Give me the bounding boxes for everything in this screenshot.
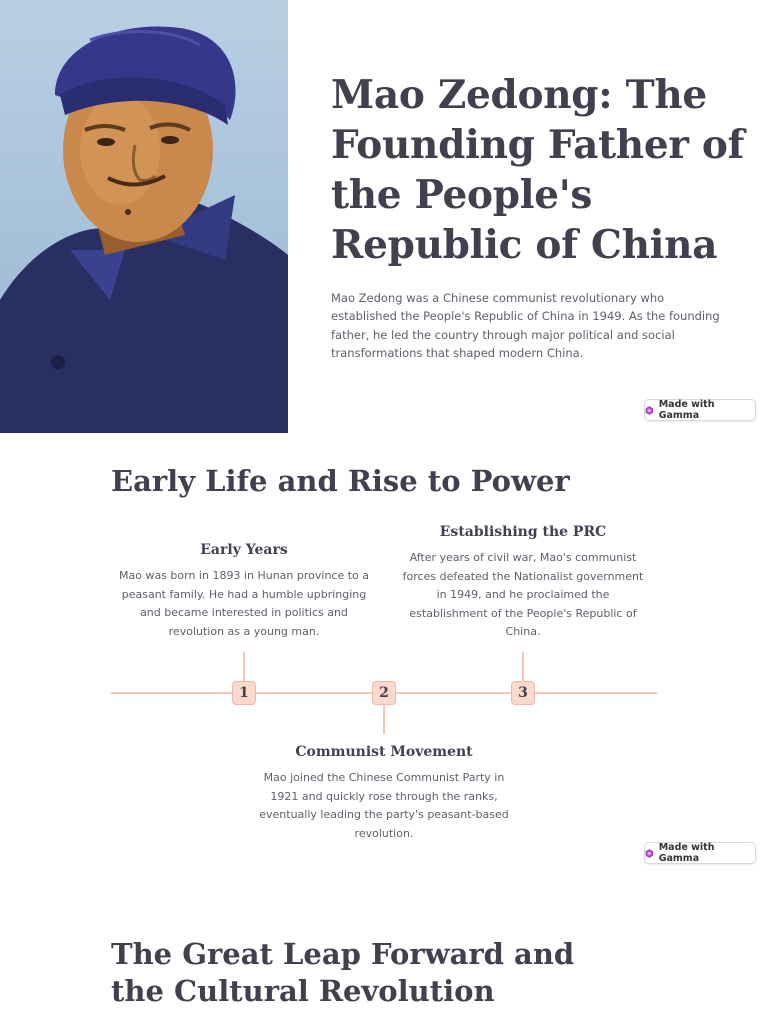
made-with-gamma-badge[interactable] [644,842,756,864]
hero-portrait-image [0,0,288,433]
badge-label: Made with Gamma [658,842,715,864]
gamma-logo-icon [645,406,654,415]
step-1-title: Early Years [200,542,288,558]
section-title-early-life: Early Life and Rise to Power [111,464,570,498]
timeline-connector-1 [243,652,245,682]
section-title-great-leap: The Great Leap Forward and the Cultural Revolution [111,937,575,1008]
timeline-node-1: 1 [232,681,256,705]
hero-description: Mao Zedong was a Chinese communist revolutionary who established the People's Republic of China in 1949. As the founding father, he led the country through major political and social transformations that shaped modern China. [331,291,720,360]
step-3-text: After years of civil war, Mao's communist forces defeated the Nationalist government in 1949, and he proclaimed the establishment of the People's Republic of China. [402,551,644,638]
step-2-title: Communist Movement [295,744,473,760]
hero-title: Mao Zedong: The Founding Father of the People's Republic of China [331,72,745,268]
step-3-title: Establishing the PRC [439,524,607,540]
step-1-text: Mao was born in 1893 in Hunan province to a peasant family. He had a humble upbringing and became interested in politics and revolution as a young man. [118,569,370,638]
gamma-logo-icon [645,849,654,858]
badge-label: Made with Gamma [658,399,715,421]
timeline-node-3: 3 [511,681,535,705]
made-with-gamma-badge[interactable] [644,399,756,421]
timeline-connector-3 [522,652,524,682]
timeline-connector-2 [383,704,385,734]
step-2-text: Mao joined the Chinese Communist Party in 1921 and quickly rose through the ranks, eventually leading the party's peasant-based revolution. [259,771,509,840]
timeline-node-2: 2 [372,681,396,705]
